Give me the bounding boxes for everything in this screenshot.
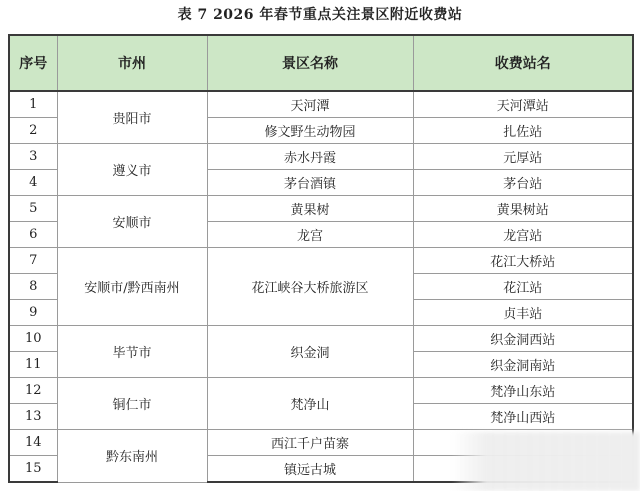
scenic-cell: 茅台酒镇 xyxy=(207,170,413,196)
scenic-cell: 西江千户苗寨 xyxy=(207,430,413,456)
table-row xyxy=(9,144,633,170)
table-caption: 表 7 2026 年春节重点关注景区附近收费站 xyxy=(177,7,463,23)
station-cell: 梵净山西站 xyxy=(413,404,633,430)
station-cell: 织金洞西站 xyxy=(413,326,633,352)
scenic-cell: 花江峡谷大桥旅游区 xyxy=(207,248,413,326)
row-number: 3 xyxy=(9,144,57,170)
row-number: 14 xyxy=(9,430,57,456)
scenic-cell: 镇远古城 xyxy=(207,456,413,483)
scenic-cell: 黄果树 xyxy=(207,196,413,222)
row-number: 11 xyxy=(9,352,57,378)
header-row xyxy=(9,35,633,91)
row-number: 1 xyxy=(9,91,57,118)
station-cell: 茅台站 xyxy=(413,170,633,196)
header-no: 序号 xyxy=(9,35,57,91)
table-row xyxy=(9,248,633,274)
blurred-watermark-overlay xyxy=(452,432,640,491)
table-row xyxy=(9,196,633,222)
row-number: 4 xyxy=(9,170,57,196)
station-cell: 织金洞南站 xyxy=(413,352,633,378)
station-cell: 元厚站 xyxy=(413,144,633,170)
station-cell: 梵净山东站 xyxy=(413,378,633,404)
scenic-cell: 织金洞 xyxy=(207,326,413,378)
station-cell: 扎佐站 xyxy=(413,118,633,144)
table-row xyxy=(9,378,633,404)
row-number: 9 xyxy=(9,300,57,326)
header-city: 市州 xyxy=(57,35,207,91)
row-number: 8 xyxy=(9,274,57,300)
city-cell: 安顺市 xyxy=(57,196,207,248)
city-cell: 黔东南州 xyxy=(57,430,207,483)
city-cell: 安顺市/黔西南州 xyxy=(57,248,207,326)
station-cell: 天河潭站 xyxy=(413,91,633,118)
header-scenic: 景区名称 xyxy=(207,35,413,91)
row-number: 12 xyxy=(9,378,57,404)
scenic-cell: 赤水丹霞 xyxy=(207,144,413,170)
city-cell: 毕节市 xyxy=(57,326,207,378)
scenic-cell: 梵净山 xyxy=(207,378,413,430)
scenic-cell: 修文野生动物园 xyxy=(207,118,413,144)
header-station: 收费站名 xyxy=(413,35,633,91)
row-number: 10 xyxy=(9,326,57,352)
city-cell: 铜仁市 xyxy=(57,378,207,430)
station-cell: 黄果树站 xyxy=(413,196,633,222)
station-cell: 贞丰站 xyxy=(413,300,633,326)
city-cell: 贵阳市 xyxy=(57,91,207,144)
row-number: 7 xyxy=(9,248,57,274)
row-number: 5 xyxy=(9,196,57,222)
scenic-cell: 天河潭 xyxy=(207,91,413,118)
table-row xyxy=(9,326,633,352)
station-cell: 花江站 xyxy=(413,274,633,300)
station-cell: 花江大桥站 xyxy=(413,248,633,274)
row-number: 13 xyxy=(9,404,57,430)
row-number: 2 xyxy=(9,118,57,144)
city-cell: 遵义市 xyxy=(57,144,207,196)
station-cell: 龙宫站 xyxy=(413,222,633,248)
table-row xyxy=(9,91,633,118)
scenic-cell: 龙宫 xyxy=(207,222,413,248)
row-number: 15 xyxy=(9,456,57,483)
toll-station-table xyxy=(8,34,634,483)
row-number: 6 xyxy=(9,222,57,248)
